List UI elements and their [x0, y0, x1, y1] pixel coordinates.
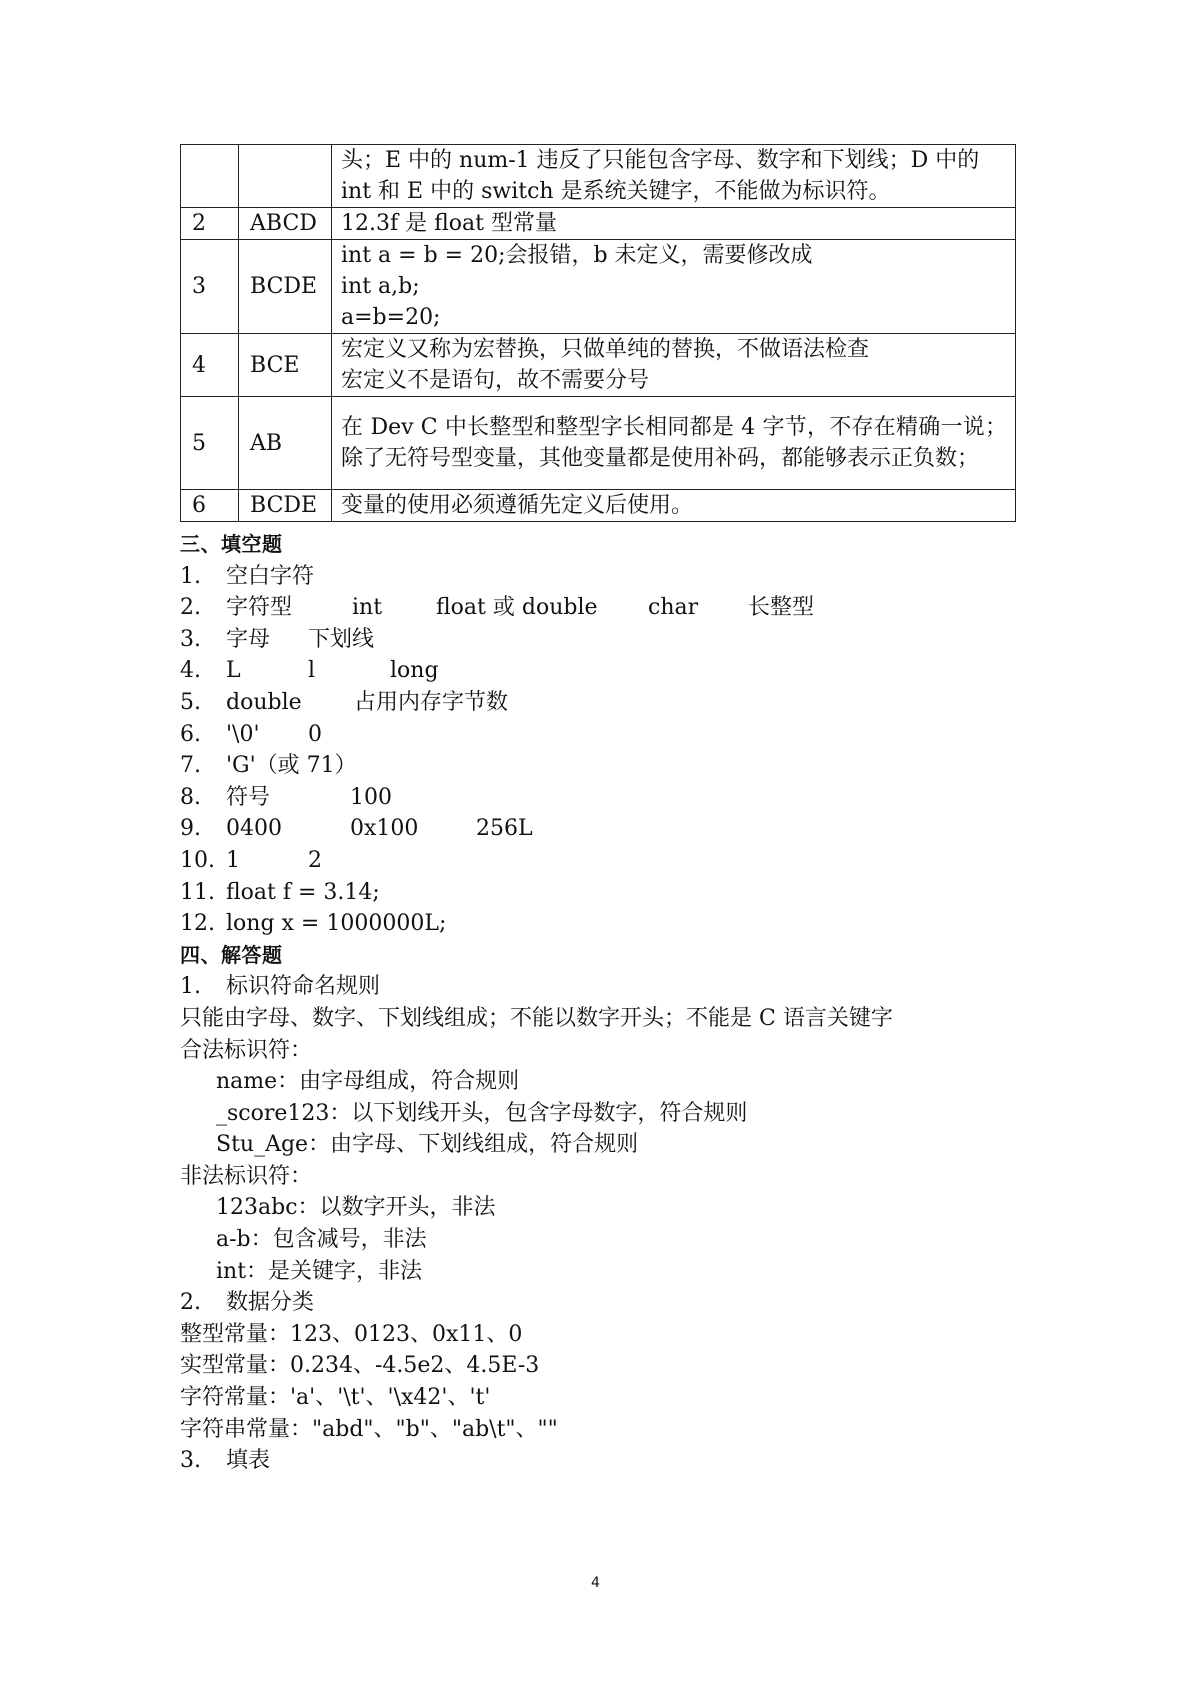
explanation-line: 宏定义不是语句，故不需要分号: [341, 368, 650, 393]
answer-body: [180, 529, 1020, 1477]
answer-blank: 256L: [476, 816, 533, 842]
explanation-text: 在 Dev C 中长整型和整型字长相同都是 4 字节，不存在精确一说；除了无符号型变量，其他变量都是使用补码，都能够表示正负数；: [341, 415, 1007, 471]
list-item: [180, 719, 1020, 751]
page-number: 4: [591, 1575, 600, 1591]
question-title: 数据分类: [226, 1290, 315, 1316]
explanation-cell: [332, 397, 1016, 490]
question-title: 填表: [226, 1448, 271, 1474]
explanation-line: 头；E 中的 num-1 违反了只能包含字母、数字和下划线；D 中的: [341, 148, 980, 173]
question-title: 标识符命名规则: [226, 974, 381, 1000]
table-row: [181, 334, 1016, 397]
explanation-line: 变量的使用必须遵循先定义后使用。: [341, 493, 694, 518]
explanation-line: 宏定义又称为宏替换，只做单纯的替换，不做语法检查: [341, 337, 870, 362]
question-number-cell: 2: [181, 208, 239, 240]
list-item: 整型常量：123、0123、0x11、0: [180, 1321, 523, 1347]
section-title-essay: 四、解答题: [180, 942, 283, 967]
explanation-cell: [332, 334, 1016, 397]
item-number: 6.: [180, 721, 201, 747]
list-item: int：是关键字，非法: [216, 1258, 423, 1284]
item-number: 1.: [180, 563, 201, 589]
list-item: [180, 561, 1020, 593]
list-item: [180, 908, 1020, 940]
answer-table: [180, 144, 1016, 522]
answer-blank: double: [226, 689, 302, 715]
answer-blank: '\0': [226, 721, 260, 747]
answer-cell: BCE: [239, 334, 332, 397]
explanation-line: int 和 E 中的 switch 是系统关键字，不能做为标识符。: [341, 179, 891, 204]
illegal-heading: 非法标识符：: [180, 1163, 313, 1189]
question-number-cell: 3: [181, 240, 239, 334]
table-row: [181, 240, 1016, 334]
list-item: [180, 845, 1020, 877]
item-number: 3.: [180, 1448, 201, 1474]
explanation-line: int a,b;: [341, 274, 420, 299]
answer-blank: float 或 double: [436, 595, 598, 621]
explanation-line: 12.3f 是 float 型常量: [341, 211, 557, 236]
table-row: [181, 145, 1016, 208]
table-row: [181, 490, 1016, 522]
answer-blank: long: [390, 658, 439, 684]
list-item: 字符串常量："abd"、"b"、"ab\t"、"": [180, 1416, 558, 1442]
list-item: 字符常量：'a'、'\t'、'\x42'、't': [180, 1385, 491, 1411]
answer-blank: long x = 1000000L;: [226, 911, 447, 937]
list-item: name：由字母组成，符合规则: [216, 1069, 520, 1095]
item-number: 10.: [180, 847, 215, 873]
item-number: 5.: [180, 689, 201, 715]
answer-cell: BCDE: [239, 240, 332, 334]
explanation-cell: [332, 490, 1016, 522]
answer-cell: ABCD: [239, 208, 332, 240]
answer-blank: 'G'（或 71）: [226, 753, 357, 779]
legal-heading: 合法标识符：: [180, 1037, 313, 1063]
explanation-cell: [332, 145, 1016, 208]
list-item: 实型常量：0.234、-4.5e2、4.5E-3: [180, 1353, 540, 1379]
answer-blank: char: [648, 595, 699, 621]
answer-cell: [239, 145, 332, 208]
explanation-line: a=b=20;: [341, 305, 441, 330]
item-number: 11.: [180, 879, 215, 905]
answer-blank: int: [352, 595, 383, 621]
answer-cell: BCDE: [239, 490, 332, 522]
answer-blank: 100: [350, 784, 392, 810]
question-heading: [180, 1287, 1020, 1319]
answer-blank: 空白字符: [226, 563, 315, 589]
question-number-cell: 6: [181, 490, 239, 522]
answer-blank: 0400: [226, 816, 282, 842]
question-number-cell: 5: [181, 397, 239, 490]
answer-blank: float f = 3.14;: [226, 879, 380, 905]
answer-blank: 符号: [226, 784, 271, 810]
list-item: [180, 655, 1020, 687]
list-item: [180, 750, 1020, 782]
answer-blank: 下划线: [308, 626, 375, 652]
item-number: 7.: [180, 753, 201, 779]
question-number-cell: 4: [181, 334, 239, 397]
list-item: [180, 782, 1020, 814]
answer-blank: 字符型: [226, 595, 293, 621]
list-item: [180, 592, 1020, 624]
question-number-cell: [181, 145, 239, 208]
list-item: [180, 877, 1020, 909]
list-item: Stu_Age：由字母、下划线组成，符合规则: [216, 1132, 639, 1158]
item-number: 12.: [180, 911, 215, 937]
answer-blank: 0x100: [350, 816, 419, 842]
answer-blank: 长整型: [748, 595, 815, 621]
rule-text: 只能由字母、数字、下划线组成；不能以数字开头；不能是 C 语言关键字: [180, 1005, 893, 1031]
table-row: [181, 208, 1016, 240]
item-number: 1.: [180, 974, 201, 1000]
item-number: 4.: [180, 658, 201, 684]
item-number: 2.: [180, 595, 201, 621]
answer-blank: 2: [308, 847, 322, 873]
question-heading: [180, 1445, 1020, 1477]
item-number: 2.: [180, 1290, 201, 1316]
explanation-cell: [332, 240, 1016, 334]
answer-blank: 字母: [226, 626, 271, 652]
answer-cell: AB: [239, 397, 332, 490]
section-title-fill-in: 三、填空题: [180, 532, 283, 556]
list-item: _score123：以下划线开头，包含字母数字，符合规则: [216, 1100, 748, 1126]
answer-blank: 占用内存字节数: [354, 689, 509, 715]
table-row: [181, 397, 1016, 490]
explanation-line: int a = b = 20;会报错，b 未定义，需要修改成: [341, 243, 813, 268]
list-item: 123abc：以数字开头，非法: [216, 1195, 496, 1221]
list-item: a-b：包含减号，非法: [216, 1227, 427, 1253]
question-heading: [180, 971, 1020, 1003]
item-number: 9.: [180, 816, 201, 842]
list-item: [180, 813, 1020, 845]
list-item: [180, 624, 1020, 656]
answer-blank: l: [308, 658, 316, 684]
item-number: 3.: [180, 626, 201, 652]
answer-blank: 1: [226, 847, 240, 873]
answer-blank: 0: [308, 721, 322, 747]
item-number: 8.: [180, 784, 201, 810]
list-item: [180, 687, 1020, 719]
answer-blank: L: [226, 658, 241, 684]
explanation-cell: [332, 208, 1016, 240]
